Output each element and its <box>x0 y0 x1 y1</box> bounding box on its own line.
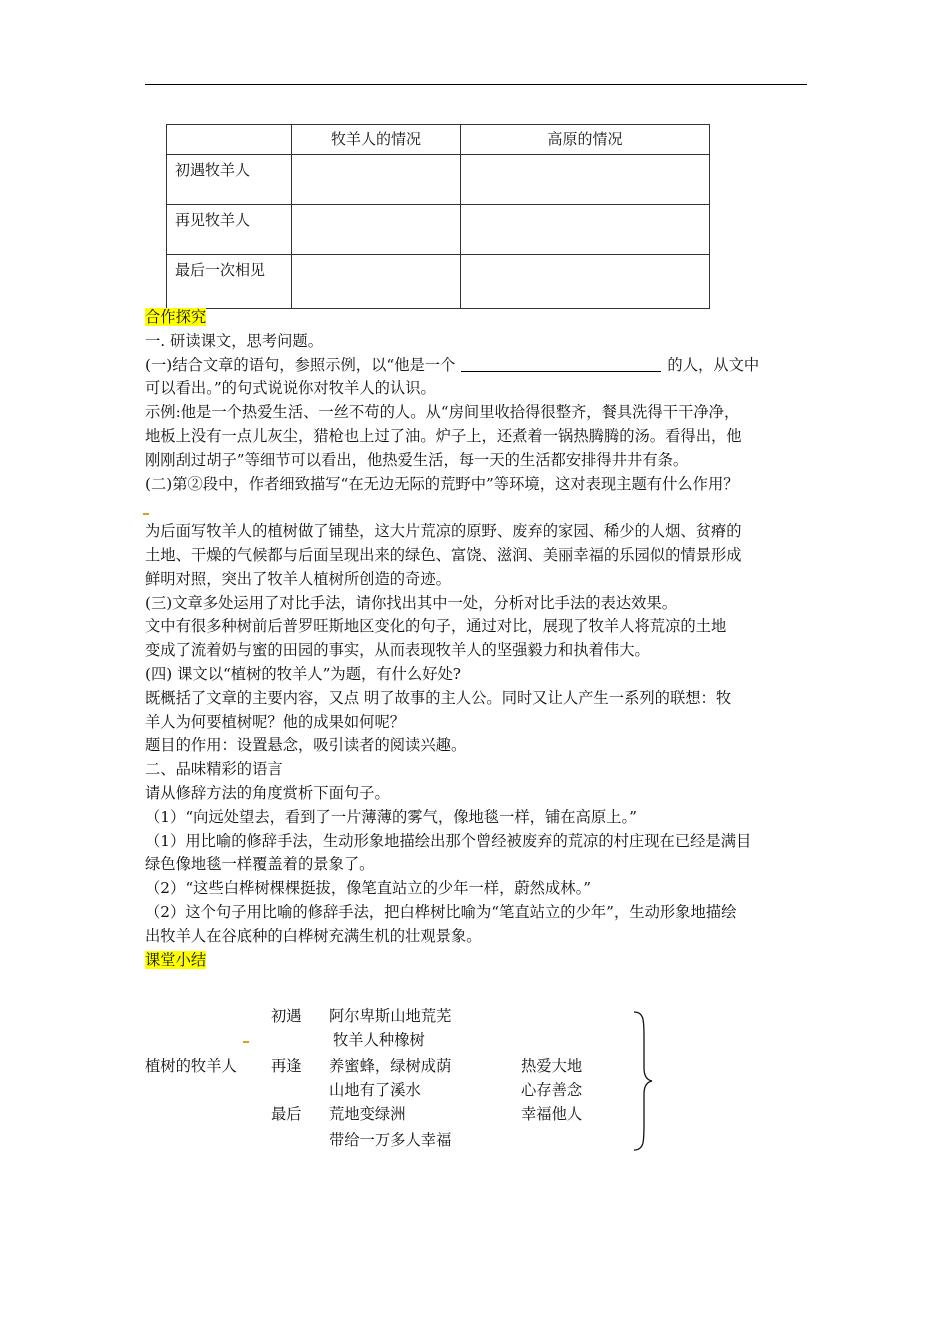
theme-label: 幸福他人 <box>521 1105 583 1123</box>
answer-4: 羊人为何要植树呢？他的成果如何呢？ <box>145 712 406 731</box>
header-rule <box>145 84 807 85</box>
example-line: 地板上没有一点儿灰尘，猎枪也上过了油。炉子上，还煮着一锅热腾腾的汤。看得出，他 <box>145 426 742 445</box>
table-cell <box>461 155 710 205</box>
answer-2: 为后面写牧羊人的植树做了铺垫，这大片荒凉的原野、废弃的家园、稀少的人烟、贫瘠的 <box>145 522 742 541</box>
stage-label: 最后 <box>271 1105 302 1123</box>
summary-diagram <box>145 1004 811 1154</box>
answer-2: 鲜明对照，突出了牧羊人植树所创造的奇迹。 <box>145 569 451 588</box>
theme-label: 热爱大地 <box>521 1057 583 1075</box>
stage-detail: 带给一万多人幸福 <box>329 1131 452 1149</box>
row-label-second: 再见牧羊人 <box>167 205 292 255</box>
table-cell <box>292 255 461 309</box>
table-cell <box>461 255 710 309</box>
section-2-intro: 请从修辞方法的角度赏析下面句子。 <box>145 783 390 802</box>
question-1: (一)结合文章的语句，参照示例，以“他是一个 的人，从文中 <box>145 355 760 374</box>
stage-detail: 阿尔卑斯山地荒芜 <box>329 1007 452 1025</box>
table-row <box>167 155 710 205</box>
row-label-last: 最后一次相见 <box>167 255 292 309</box>
table-row <box>167 255 710 309</box>
stage-detail: 牧羊人种橡树 <box>333 1031 425 1049</box>
comparison-table <box>166 124 710 309</box>
right-brace-icon <box>631 1010 655 1152</box>
table-cell <box>292 205 461 255</box>
document-body <box>145 306 811 972</box>
question-4: (四) 课文以“植树的牧羊人”为题，有什么好处? <box>145 664 461 683</box>
table-header-plateau: 高原的情况 <box>461 125 710 155</box>
stage-detail: 养蜜蜂，绿树成荫 <box>329 1057 452 1075</box>
answer-3: 变成了流着奶与蜜的田园的事实，从而表现牧羊人的坚强毅力和执着伟大。 <box>145 641 650 660</box>
theme-label: 心存善念 <box>521 1081 583 1099</box>
section-2-title: 二、品味精彩的语言 <box>145 760 283 779</box>
table-cell <box>292 155 461 205</box>
answer-2: 土地、干燥的气候都与后面呈现出来的绿色、富饶、滋润、美丽幸福的乐园似的情景形成 <box>145 545 742 564</box>
answer-blank <box>461 356 661 372</box>
summary-main-title: 植树的牧羊人 <box>145 1057 237 1075</box>
rhetoric-question: （1）“向远处望去，看到了一片薄薄的雾气，像地毯一样，铺在高原上。” <box>145 807 637 826</box>
heading-class-summary: 课堂小结 <box>145 950 207 969</box>
table-row <box>167 205 710 255</box>
heading-cooperative-inquiry: 合作探究 <box>145 308 207 326</box>
rhetoric-answer: 绿色像地毯一样覆盖着的景象了。 <box>145 855 375 874</box>
table-cell <box>461 205 710 255</box>
answer-4: 既概括了文章的主要内容，又点 明了故事的主人公。同时又让人产生一系列的联想：牧 <box>145 688 732 707</box>
question-2: (二)第②段中，作者细致描写“在无边无际的荒野中”等环境，这对表现主题有什么作用？ <box>145 474 739 493</box>
row-label-first: 初遇牧羊人 <box>167 155 292 205</box>
rhetoric-answer: 出牧羊人在谷底种的白桦树充满生机的壮观景象。 <box>145 926 482 945</box>
rhetoric-question: （2）“这些白桦树棵棵挺拔，像笔直站立的少年一样，蔚然成林。” <box>145 879 592 898</box>
rhetoric-answer: （2）这个句子用比喻的修辞手法，把白桦树比喻为“笔直站立的少年”，生动形象地描绘 <box>145 902 737 921</box>
table-header-row <box>167 125 710 155</box>
edit-mark <box>143 513 149 515</box>
table-header-empty <box>167 125 292 155</box>
stage-label: 初遇 <box>271 1007 302 1025</box>
stage-detail: 山地有了溪水 <box>329 1081 421 1099</box>
answer-3: 文中有很多种树前后普罗旺斯地区变化的句子，通过对比，展现了牧羊人将荒凉的土地 <box>145 617 727 636</box>
stage-detail: 荒地变绿洲 <box>329 1105 406 1123</box>
table-header-shepherd: 牧羊人的情况 <box>292 125 461 155</box>
section-1-title: 一. 研读课文，思考问题。 <box>145 331 323 350</box>
question-1-cont: 可以看出。”的句式说说你对牧羊人的认识。 <box>145 379 436 398</box>
answer-4: 题目的作用：设置悬念，吸引读者的阅读兴趣。 <box>145 736 467 755</box>
example-line: 示例:他是一个热爱生活、一丝不苟的人。从“房间里收拾得很整齐，餐具洗得干干净净， <box>145 403 740 422</box>
question-3: (三)文章多处运用了对比手法，请你找出其中一处，分析对比手法的表达效果。 <box>145 593 678 612</box>
example-line: 刚刚刮过胡子”等细节可以看出，他热爱生活，每一天的生活都安排得井井有条。 <box>145 450 689 469</box>
stage-label: 再逢 <box>271 1057 302 1075</box>
rhetoric-answer: （1）用比喻的修辞手法，生动形象地描绘出那个曾经被废弃的荒凉的村庄现在已经是满目 <box>145 831 752 850</box>
